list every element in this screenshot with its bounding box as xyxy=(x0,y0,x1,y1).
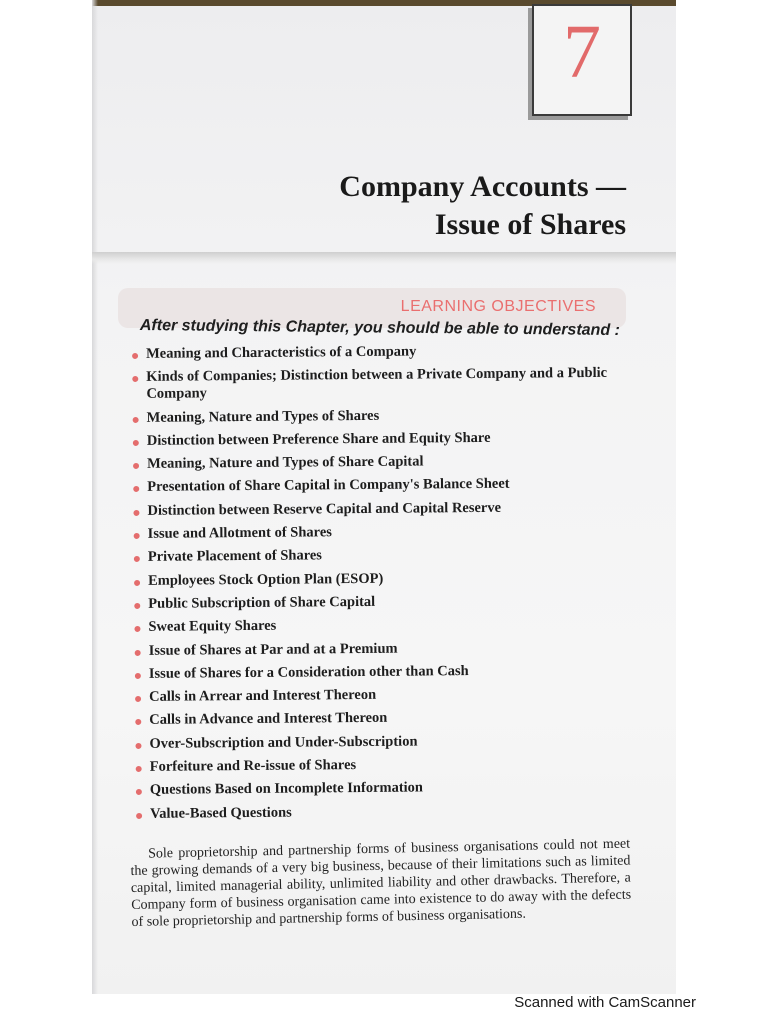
chapter-number: 7 xyxy=(563,10,601,94)
chapter-number-box xyxy=(532,4,632,116)
bullet-icon xyxy=(134,556,140,562)
objective-item xyxy=(132,615,612,636)
objective-item xyxy=(131,499,611,520)
objective-item xyxy=(130,365,610,403)
objective-item xyxy=(134,755,614,776)
bullet-icon xyxy=(135,673,141,679)
title-divider xyxy=(92,252,676,264)
objective-item xyxy=(132,592,612,613)
objective-text: Issue of Shares at Par and at a Premium xyxy=(148,640,398,659)
bullet-icon xyxy=(132,353,138,359)
objective-text: Private Placement of Shares xyxy=(147,547,323,566)
objective-text: Public Subscription of Share Capital xyxy=(148,593,376,612)
objective-item xyxy=(131,452,611,473)
objective-text: Employees Stock Option Plan (ESOP) xyxy=(147,570,384,589)
bullet-icon xyxy=(132,376,138,382)
bullet-icon xyxy=(135,719,141,725)
bullet-icon xyxy=(133,463,139,469)
objective-text: Meaning and Characteristics of a Company xyxy=(145,343,417,362)
bullet-icon xyxy=(133,417,139,423)
objective-item xyxy=(133,685,613,706)
objective-text: Distinction between Reserve Capital and Capital Reserve xyxy=(147,499,502,519)
learning-objectives-heading: LEARNING OBJECTIVES xyxy=(400,298,596,315)
chapter-title-line-2: Issue of Shares xyxy=(434,208,626,241)
objective-text: Value-Based Questions xyxy=(150,804,292,822)
bullet-icon xyxy=(135,696,141,702)
objective-item xyxy=(131,405,611,426)
objective-text: Distinction between Preference Share and Equity Share xyxy=(146,429,491,449)
bullet-icon xyxy=(135,743,141,749)
objective-text: Calls in Arrear and Interest Thereon xyxy=(148,687,377,706)
bullet-icon xyxy=(136,766,142,772)
objective-text: Issue and Allotment of Shares xyxy=(147,524,332,542)
objective-item xyxy=(133,708,613,729)
intro-paragraph: Sole proprietorship and partnership forms of business organisations could not meet the growing demands of a very big business, because of their limitations such as limited capital, limited managerial ability, unlimited liability and other drawbacks. Therefore, a Company form of business organisation came into existence to do away with the defects of sole proprietorship and partnership forms of business organisations. xyxy=(130,836,632,930)
chapter-title-line-1: Company Accounts — xyxy=(339,170,626,203)
objective-item xyxy=(132,522,612,543)
objective-item xyxy=(132,568,612,589)
objective-text: Meaning, Nature and Types of Shares xyxy=(146,407,380,426)
objective-text: Questions Based on Incomplete Information xyxy=(149,779,424,799)
scanner-watermark: Scanned with CamScanner xyxy=(514,994,696,1011)
objective-item xyxy=(133,638,613,659)
objective-item xyxy=(130,342,610,363)
objective-item xyxy=(131,429,611,450)
bullet-icon xyxy=(133,440,139,446)
learning-objectives-list xyxy=(130,342,614,829)
objective-text: Sweat Equity Shares xyxy=(148,617,277,636)
objective-text: Presentation of Share Capital in Company's Balance Sheet xyxy=(147,476,510,496)
objective-text: Kinds of Companies; Distinction between a Private Company and a Public Company xyxy=(146,365,608,403)
objective-item xyxy=(131,475,611,496)
bullet-icon xyxy=(133,486,139,492)
bullet-icon xyxy=(136,789,142,795)
objective-text: Meaning, Nature and Types of Share Capital xyxy=(146,453,424,473)
bullet-icon xyxy=(133,510,139,516)
learning-objectives-intro: After studying this Chapter, you should be able to understand : xyxy=(139,317,621,340)
objective-item xyxy=(132,545,612,566)
bullet-icon xyxy=(134,533,140,539)
bullet-icon xyxy=(134,626,140,632)
objective-item xyxy=(134,801,614,822)
objective-text: Over-Subscription and Under-Subscription xyxy=(149,733,418,752)
objective-text: Issue of Shares for a Consideration other than Cash xyxy=(148,662,469,682)
bullet-icon xyxy=(134,603,140,609)
bullet-icon xyxy=(136,813,142,819)
bullet-icon xyxy=(135,649,141,655)
objective-item xyxy=(133,662,613,683)
objective-text: Calls in Advance and Interest Thereon xyxy=(149,710,388,729)
page-gutter xyxy=(92,0,98,994)
objective-item xyxy=(133,732,613,753)
bullet-icon xyxy=(134,580,140,586)
objective-text: Forfeiture and Re-issue of Shares xyxy=(149,757,357,775)
objective-item xyxy=(134,778,614,799)
